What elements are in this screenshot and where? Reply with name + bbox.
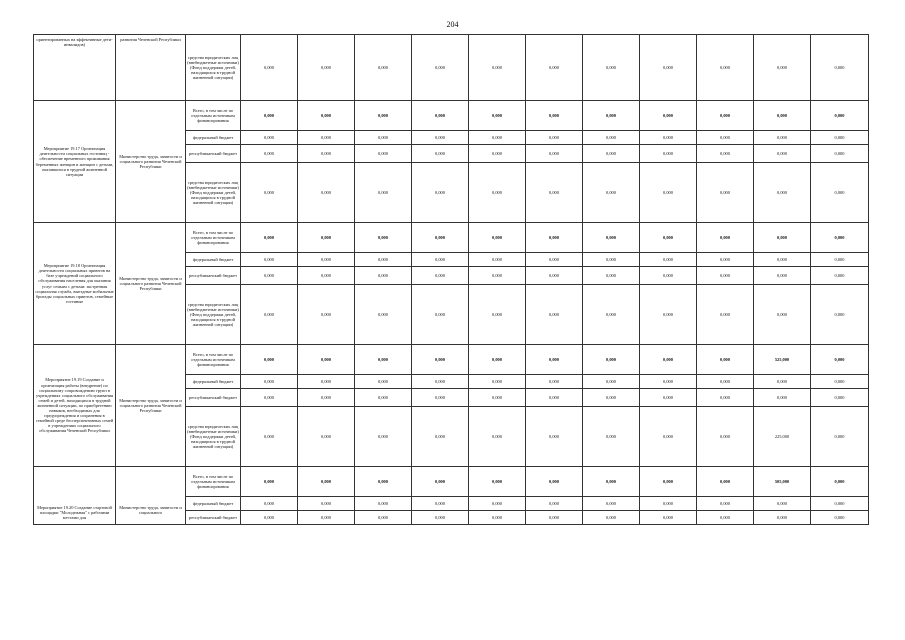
amount-cell: 0,000 bbox=[241, 145, 298, 163]
amount-cell: 0,000 bbox=[241, 35, 298, 101]
amount-cell: 0,000 bbox=[583, 223, 640, 253]
amount-cell: 0,000 bbox=[811, 253, 869, 267]
amount-cell: 0,000 bbox=[811, 163, 869, 223]
amount-cell: 0,000 bbox=[754, 131, 811, 145]
amount-cell: 0,000 bbox=[754, 267, 811, 285]
measure-cell: Мероприятие 19.20 Создание стартовой площадки "Молодежная" с рабочими местами для bbox=[34, 467, 116, 525]
amount-cell: 0,000 bbox=[640, 267, 697, 285]
amount-cell: 0,000 bbox=[640, 511, 697, 525]
amount-cell: 0,000 bbox=[640, 163, 697, 223]
amount-cell: 0,000 bbox=[355, 511, 412, 525]
amount-cell: 0,000 bbox=[811, 345, 869, 375]
amount-cell: 0,000 bbox=[583, 285, 640, 345]
source-cell: Всего, в том числе по отдельным источникам финансирования bbox=[186, 467, 241, 497]
amount-cell: 0,000 bbox=[754, 101, 811, 131]
source-cell: Всего, в том числе по отдельным источникам финансирования bbox=[186, 101, 241, 131]
amount-cell: 0,000 bbox=[298, 131, 355, 145]
amount-cell: 0,000 bbox=[298, 467, 355, 497]
amount-cell: 0,000 bbox=[469, 223, 526, 253]
amount-cell: 0,000 bbox=[355, 35, 412, 101]
amount-cell: 0,000 bbox=[697, 253, 754, 267]
amount-cell: 0,000 bbox=[241, 497, 298, 511]
measure-cell: Мероприятие 19.17 Организация деятельности социальных гостиниц - обеспечение временного проживания беременных женщин и женщин с детьми, оказавшихся в трудной жизненной ситуации bbox=[34, 101, 116, 223]
amount-cell: 0,000 bbox=[697, 389, 754, 407]
amount-cell: 0,000 bbox=[412, 497, 469, 511]
amount-cell: 0,000 bbox=[298, 497, 355, 511]
amount-cell: 0,000 bbox=[241, 163, 298, 223]
amount-cell: 0,000 bbox=[754, 163, 811, 223]
source-cell: Всего, в том числе по отдельным источникам финансирования bbox=[186, 345, 241, 375]
source-cell: республиканский бюджет bbox=[186, 267, 241, 285]
amount-cell: 0,000 bbox=[298, 253, 355, 267]
amount-cell: 0,000 bbox=[697, 267, 754, 285]
table-body bbox=[34, 35, 869, 525]
source-cell: средства юридических лиц (внебюджетные источники) (Фонд поддержки детей, находящихся в трудной жизненной ситуации) bbox=[186, 407, 241, 467]
amount-cell: 0,000 bbox=[526, 35, 583, 101]
amount-cell: 0,000 bbox=[526, 389, 583, 407]
amount-cell: 0,000 bbox=[640, 285, 697, 345]
page-number: 204 bbox=[446, 20, 459, 29]
amount-cell: 0,000 bbox=[469, 511, 526, 525]
amount-cell: 0,000 bbox=[754, 497, 811, 511]
amount-cell: 0,000 bbox=[298, 389, 355, 407]
source-cell: средства юридических лиц (внебюджетные источники) (Фонд поддержки детей, находящихся в трудной жизненной ситуации) bbox=[186, 35, 241, 101]
amount-cell: 0,000 bbox=[355, 253, 412, 267]
amount-cell: 0,000 bbox=[526, 467, 583, 497]
amount-cell: 0,000 bbox=[241, 375, 298, 389]
amount-cell: 0,000 bbox=[241, 101, 298, 131]
amount-cell: 0,000 bbox=[811, 35, 869, 101]
amount-cell: 0,000 bbox=[526, 375, 583, 389]
amount-cell: 0,000 bbox=[811, 101, 869, 131]
executor-cell: Министерство труда, занятости и социального развития Чеченской Республики bbox=[116, 223, 186, 345]
amount-cell: 0,000 bbox=[412, 131, 469, 145]
amount-cell: 0,000 bbox=[412, 467, 469, 497]
amount-cell: 0,000 bbox=[469, 145, 526, 163]
amount-cell: 0,000 bbox=[298, 101, 355, 131]
amount-cell: 0,000 bbox=[754, 285, 811, 345]
amount-cell: 0,000 bbox=[469, 101, 526, 131]
amount-cell: 0,000 bbox=[811, 267, 869, 285]
amount-cell: 0,000 bbox=[583, 253, 640, 267]
amount-cell: 0,000 bbox=[241, 131, 298, 145]
amount-cell: 0,000 bbox=[697, 345, 754, 375]
amount-cell: 0,000 bbox=[697, 511, 754, 525]
amount-cell: 0,000 bbox=[526, 223, 583, 253]
amount-cell: 0,000 bbox=[241, 285, 298, 345]
amount-cell: 0,000 bbox=[583, 467, 640, 497]
amount-cell: 0,000 bbox=[469, 267, 526, 285]
executor-cell: развития Чеченской Республики bbox=[116, 35, 186, 101]
amount-cell: 0,000 bbox=[697, 101, 754, 131]
amount-cell: 0,000 bbox=[412, 389, 469, 407]
amount-cell: 0,000 bbox=[355, 497, 412, 511]
amount-cell: 0,000 bbox=[754, 145, 811, 163]
amount-cell: 0,000 bbox=[469, 35, 526, 101]
amount-cell: 0,000 bbox=[811, 145, 869, 163]
source-cell: федеральный бюджет bbox=[186, 131, 241, 145]
amount-cell: 0,000 bbox=[355, 145, 412, 163]
table-row bbox=[34, 35, 869, 101]
amount-cell: 0,000 bbox=[298, 375, 355, 389]
amount-cell: 0,000 bbox=[241, 389, 298, 407]
table-row bbox=[34, 101, 869, 131]
amount-cell: 0,000 bbox=[697, 145, 754, 163]
amount-cell: 0,000 bbox=[526, 345, 583, 375]
amount-cell: 0,000 bbox=[697, 131, 754, 145]
source-cell: средства юридических лиц (внебюджетные источники) (Фонд поддержки детей, находящихся в трудной жизненной ситуации) bbox=[186, 285, 241, 345]
amount-cell: 0,000 bbox=[412, 267, 469, 285]
amount-cell: 0,000 bbox=[811, 497, 869, 511]
amount-cell: 0,000 bbox=[697, 407, 754, 467]
amount-cell: 0,000 bbox=[811, 375, 869, 389]
amount-cell: 225,000 bbox=[754, 407, 811, 467]
amount-cell: 0,000 bbox=[355, 223, 412, 253]
amount-cell: 0,000 bbox=[298, 285, 355, 345]
measure-cell: Мероприятие 19.19 Создание и организация работы (внедрение) по социальному сопровождению групп в учреждениях социального обслуживания семей и детей, находящихся в трудной жизненной ситуации, по приобретению навыков, необходимых для предупреждения и сохранения в семейной среде бесперспективных семей в учреждениях социального обслуживания Чеченской Республики bbox=[34, 345, 116, 467]
amount-cell: 0,000 bbox=[811, 407, 869, 467]
amount-cell: 0,000 bbox=[355, 345, 412, 375]
amount-cell: 0,000 bbox=[469, 389, 526, 407]
source-cell: средства юридических лиц (внебюджетные источники) (Фонд поддержки детей, находящихся в трудной жизненной ситуации) bbox=[186, 163, 241, 223]
amount-cell: 0,000 bbox=[412, 223, 469, 253]
amount-cell: 0,000 bbox=[697, 163, 754, 223]
amount-cell: 0,000 bbox=[241, 407, 298, 467]
amount-cell: 0,000 bbox=[526, 131, 583, 145]
amount-cell: 0,000 bbox=[583, 345, 640, 375]
amount-cell: 0,000 bbox=[640, 375, 697, 389]
amount-cell: 0,000 bbox=[298, 223, 355, 253]
amount-cell: 0,000 bbox=[412, 511, 469, 525]
amount-cell: 0,000 bbox=[526, 145, 583, 163]
amount-cell: 0,000 bbox=[640, 497, 697, 511]
amount-cell: 0,000 bbox=[298, 145, 355, 163]
amount-cell: 0,000 bbox=[697, 497, 754, 511]
amount-cell: 0,000 bbox=[241, 511, 298, 525]
amount-cell: 505,000 bbox=[754, 467, 811, 497]
amount-cell: 0,000 bbox=[412, 101, 469, 131]
amount-cell: 0,000 bbox=[412, 145, 469, 163]
measure-cell: ориентированных на эффективные дети-инвалидов) bbox=[34, 35, 116, 101]
amount-cell: 0,000 bbox=[583, 145, 640, 163]
table-row bbox=[34, 345, 869, 375]
amount-cell: 0,000 bbox=[754, 223, 811, 253]
amount-cell: 0,000 bbox=[811, 511, 869, 525]
amount-cell: 0,000 bbox=[583, 389, 640, 407]
amount-cell: 0,000 bbox=[583, 511, 640, 525]
amount-cell: 0,000 bbox=[355, 407, 412, 467]
amount-cell: 0,000 bbox=[526, 163, 583, 223]
amount-cell: 0,000 bbox=[526, 253, 583, 267]
amount-cell: 0,000 bbox=[697, 285, 754, 345]
amount-cell: 0,000 bbox=[697, 467, 754, 497]
amount-cell: 0,000 bbox=[412, 163, 469, 223]
amount-cell: 0,000 bbox=[412, 375, 469, 389]
amount-cell: 0,000 bbox=[469, 163, 526, 223]
amount-cell: 0,000 bbox=[355, 389, 412, 407]
amount-cell: 0,000 bbox=[469, 253, 526, 267]
amount-cell: 0,000 bbox=[583, 375, 640, 389]
amount-cell: 0,000 bbox=[241, 253, 298, 267]
amount-cell: 0,000 bbox=[697, 35, 754, 101]
amount-cell: 0,000 bbox=[640, 467, 697, 497]
amount-cell: 0,000 bbox=[811, 285, 869, 345]
amount-cell: 0,000 bbox=[469, 407, 526, 467]
source-cell: Всего, в том числе по отдельным источникам финансирования bbox=[186, 223, 241, 253]
amount-cell: 0,000 bbox=[640, 131, 697, 145]
amount-cell: 0,000 bbox=[469, 467, 526, 497]
amount-cell: 0,000 bbox=[697, 375, 754, 389]
amount-cell: 0,000 bbox=[583, 267, 640, 285]
amount-cell: 0,000 bbox=[640, 145, 697, 163]
amount-cell: 0,000 bbox=[583, 35, 640, 101]
amount-cell: 0,000 bbox=[355, 467, 412, 497]
amount-cell: 0,000 bbox=[298, 345, 355, 375]
amount-cell: 0,000 bbox=[583, 497, 640, 511]
source-cell: федеральный бюджет bbox=[186, 253, 241, 267]
executor-cell: Министерство труда, занятости и социального развития Чеченской Республики bbox=[116, 345, 186, 467]
amount-cell: 0,000 bbox=[640, 223, 697, 253]
amount-cell: 0,000 bbox=[754, 511, 811, 525]
source-cell: федеральный бюджет bbox=[186, 375, 241, 389]
amount-cell: 0,000 bbox=[241, 267, 298, 285]
amount-cell: 0,000 bbox=[469, 285, 526, 345]
amount-cell: 0,000 bbox=[811, 389, 869, 407]
amount-cell: 0,000 bbox=[469, 375, 526, 389]
amount-cell: 0,000 bbox=[298, 511, 355, 525]
amount-cell: 0,000 bbox=[355, 267, 412, 285]
amount-cell: 0,000 bbox=[583, 101, 640, 131]
amount-cell: 0,000 bbox=[355, 375, 412, 389]
amount-cell: 525,000 bbox=[754, 345, 811, 375]
amount-cell: 0,000 bbox=[754, 375, 811, 389]
amount-cell: 0,000 bbox=[583, 407, 640, 467]
amount-cell: 0,000 bbox=[412, 253, 469, 267]
amount-cell: 0,000 bbox=[298, 35, 355, 101]
table-row bbox=[34, 467, 869, 497]
amount-cell: 0,000 bbox=[640, 389, 697, 407]
amount-cell: 0,000 bbox=[298, 163, 355, 223]
amount-cell: 0,000 bbox=[640, 35, 697, 101]
amount-cell: 0,000 bbox=[697, 223, 754, 253]
amount-cell: 0,000 bbox=[298, 267, 355, 285]
amount-cell: 0,000 bbox=[469, 131, 526, 145]
amount-cell: 0,000 bbox=[526, 497, 583, 511]
source-cell: республиканский бюджет bbox=[186, 511, 241, 525]
executor-cell: Министерство труда, занятости и социального bbox=[116, 467, 186, 525]
amount-cell: 0,000 bbox=[526, 101, 583, 131]
amount-cell: 0,000 bbox=[412, 35, 469, 101]
amount-cell: 0,000 bbox=[469, 345, 526, 375]
amount-cell: 0,000 bbox=[583, 131, 640, 145]
amount-cell: 0,000 bbox=[754, 389, 811, 407]
amount-cell: 0,000 bbox=[469, 497, 526, 511]
amount-cell: 0,000 bbox=[640, 101, 697, 131]
amount-cell: 0,000 bbox=[412, 407, 469, 467]
amount-cell: 0,000 bbox=[640, 407, 697, 467]
executor-cell: Министерство труда, занятости и социального развития Чеченской Республики bbox=[116, 101, 186, 223]
amount-cell: 0,000 bbox=[355, 163, 412, 223]
amount-cell: 0,000 bbox=[754, 253, 811, 267]
amount-cell: 0,000 bbox=[241, 223, 298, 253]
budget-table bbox=[33, 34, 869, 525]
amount-cell: 0,000 bbox=[412, 285, 469, 345]
amount-cell: 0,000 bbox=[241, 345, 298, 375]
amount-cell: 0,000 bbox=[754, 35, 811, 101]
amount-cell: 0,000 bbox=[526, 285, 583, 345]
amount-cell: 0,000 bbox=[811, 223, 869, 253]
amount-cell: 0,000 bbox=[640, 345, 697, 375]
amount-cell: 0,000 bbox=[811, 131, 869, 145]
amount-cell: 0,000 bbox=[526, 407, 583, 467]
amount-cell: 0,000 bbox=[412, 345, 469, 375]
amount-cell: 0,000 bbox=[526, 511, 583, 525]
source-cell: федеральный бюджет bbox=[186, 497, 241, 511]
amount-cell: 0,000 bbox=[640, 253, 697, 267]
amount-cell: 0,000 bbox=[355, 131, 412, 145]
amount-cell: 0,000 bbox=[583, 163, 640, 223]
amount-cell: 0,000 bbox=[526, 267, 583, 285]
source-cell: республиканский бюджет bbox=[186, 389, 241, 407]
amount-cell: 0,000 bbox=[298, 407, 355, 467]
table-row bbox=[34, 223, 869, 253]
amount-cell: 0,000 bbox=[355, 101, 412, 131]
source-cell: республиканский бюджет bbox=[186, 145, 241, 163]
amount-cell: 0,000 bbox=[355, 285, 412, 345]
measure-cell: Мероприятие 19.18 Организация деятельности социальных приютов на базе учреждений социального обслуживания населения для оказания услуг семьям с детьми: экстренная социальная служба, выездные мобильные бригады социальных приютов, семейные гостиные bbox=[34, 223, 116, 345]
amount-cell: 0,000 bbox=[811, 467, 869, 497]
amount-cell: 0,000 bbox=[241, 467, 298, 497]
